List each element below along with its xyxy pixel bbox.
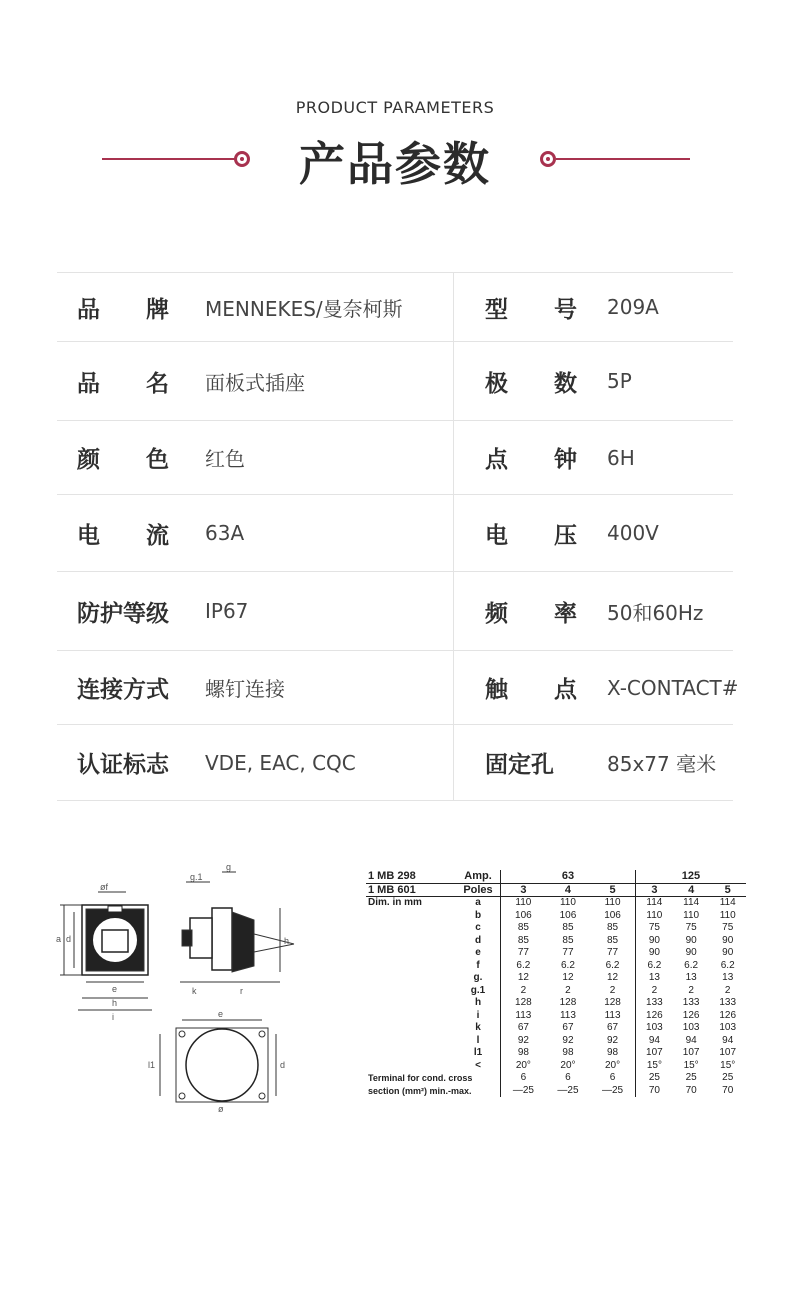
spec-cell: 110 bbox=[635, 910, 672, 923]
table-row bbox=[366, 960, 746, 973]
param-row bbox=[57, 341, 733, 420]
drawing-label: øf bbox=[100, 882, 108, 892]
decorative-line-right bbox=[556, 158, 690, 160]
param-value: 63A bbox=[205, 521, 245, 545]
spec-cell: 113 bbox=[559, 1009, 576, 1021]
table-row bbox=[366, 997, 746, 1010]
spec-cell: 20° bbox=[560, 1059, 576, 1071]
table-row bbox=[366, 1035, 746, 1048]
spec-cell: 90 bbox=[635, 935, 672, 948]
spec-cell: 85 bbox=[562, 934, 574, 946]
table-row bbox=[366, 922, 746, 935]
param-value: 209A bbox=[607, 295, 659, 319]
spec-cell: 2 bbox=[724, 984, 731, 996]
spec-cell: 6 bbox=[501, 1072, 546, 1085]
param-value: 螺钉连接 bbox=[205, 677, 285, 701]
param-value: 面板式插座 bbox=[205, 370, 305, 395]
spec-cell: 67 bbox=[562, 1022, 574, 1033]
drawing-label: h bbox=[112, 998, 118, 1008]
spec-cell: 6.2 bbox=[605, 959, 620, 971]
param-label: 连接方式 bbox=[77, 677, 169, 703]
spec-cell: 106 bbox=[501, 910, 546, 923]
param-label: 触 点 bbox=[485, 677, 577, 703]
spec-cell: 107 bbox=[719, 1047, 737, 1058]
table-row bbox=[366, 985, 746, 998]
spec-pole: 5 bbox=[590, 883, 635, 897]
spec-cell: 106 bbox=[559, 909, 577, 921]
param-label: 极 数 bbox=[485, 370, 577, 397]
spec-cell: 67 bbox=[501, 1022, 546, 1035]
table-row bbox=[366, 1047, 746, 1060]
spec-pole: 4 bbox=[546, 883, 590, 897]
spec-cell: 92 bbox=[562, 1034, 574, 1046]
spec-cell: 2 bbox=[635, 985, 672, 998]
table-row bbox=[366, 935, 746, 948]
spec-cell: 12 bbox=[501, 972, 546, 985]
column-divider bbox=[453, 421, 454, 494]
spec-amp-group: 125 bbox=[635, 870, 746, 883]
spec-cell: 103 bbox=[635, 1022, 672, 1035]
spec-cell: 113 bbox=[501, 1010, 546, 1023]
spec-cell: 2 bbox=[565, 984, 571, 996]
table-row bbox=[366, 1060, 746, 1073]
spec-dim-key: a bbox=[475, 897, 481, 908]
spec-cell: 75 bbox=[685, 922, 697, 933]
page-header bbox=[0, 0, 790, 240]
spec-cell: —25 bbox=[557, 1084, 579, 1096]
spec-dim-key: l1 bbox=[473, 1047, 483, 1058]
spec-cell: 25 bbox=[685, 1072, 697, 1083]
spec-pole: 3 bbox=[635, 883, 672, 897]
param-label: 认证标志 bbox=[77, 752, 169, 778]
spec-cell: 92 bbox=[606, 1034, 619, 1046]
spec-cell: 13 bbox=[635, 972, 672, 985]
spec-dim-key: g. bbox=[473, 972, 483, 983]
spec-cell: 77 bbox=[501, 947, 546, 960]
drawing-label: r bbox=[240, 986, 243, 996]
spec-cell: 107 bbox=[635, 1047, 672, 1060]
spec-cell: 126 bbox=[719, 1009, 737, 1021]
spec-cell: 85 bbox=[606, 934, 619, 946]
spec-dim-key: f bbox=[476, 959, 480, 971]
spec-cell: 110 bbox=[719, 909, 736, 921]
drawing-label: g.1 bbox=[190, 872, 203, 882]
spec-pole: 3 bbox=[501, 883, 546, 897]
param-value: 6H bbox=[607, 445, 635, 470]
spec-cell: 128 bbox=[501, 997, 546, 1010]
decorative-dot-right-icon bbox=[540, 151, 556, 167]
param-row bbox=[57, 650, 739, 724]
column-divider bbox=[453, 572, 454, 650]
dimension-spec-table bbox=[366, 870, 752, 1097]
column-divider bbox=[453, 495, 454, 571]
spec-cell: 90 bbox=[685, 934, 697, 946]
param-label: 电 压 bbox=[485, 522, 577, 549]
spec-cell: 75 bbox=[635, 922, 672, 935]
drawing-label: d bbox=[280, 1060, 286, 1070]
drawing-label: i bbox=[112, 1012, 114, 1022]
spec-cell: 15° bbox=[683, 1059, 699, 1071]
spec-cell: 12 bbox=[606, 972, 619, 983]
table-row bbox=[366, 972, 746, 985]
spec-cell: 107 bbox=[682, 1047, 700, 1058]
spec-cell: 94 bbox=[685, 1034, 697, 1046]
spec-cell: 90 bbox=[722, 934, 734, 946]
spec-amp-group: 63 bbox=[501, 870, 636, 883]
param-label: 防护等级 bbox=[77, 600, 169, 627]
spec-cell: 75 bbox=[722, 922, 734, 933]
spec-dim-key: < bbox=[475, 1059, 481, 1071]
spec-cell: 92 bbox=[501, 1035, 546, 1048]
drawing-label: h bbox=[284, 936, 290, 946]
param-row bbox=[57, 571, 733, 650]
param-label: 品 名 bbox=[77, 370, 169, 397]
param-value: 85x77 毫米 bbox=[607, 752, 717, 776]
column-divider bbox=[453, 342, 454, 420]
param-row bbox=[57, 494, 733, 571]
param-label: 颜 色 bbox=[77, 447, 169, 473]
spec-cell: 70 bbox=[685, 1084, 697, 1096]
spec-cell: 98 bbox=[606, 1047, 619, 1058]
spec-cell: 128 bbox=[559, 997, 577, 1008]
spec-cell: 114 bbox=[683, 897, 700, 908]
spec-amp-label: Amp. bbox=[456, 870, 501, 883]
spec-cell: —25 bbox=[501, 1085, 546, 1098]
spec-cell: 15° bbox=[635, 1060, 672, 1073]
spec-cell: 6.2 bbox=[720, 959, 735, 971]
spec-cell: 15° bbox=[720, 1059, 736, 1071]
table-row bbox=[366, 1022, 746, 1035]
spec-cell: 2 bbox=[501, 985, 546, 998]
drawing-label: ø bbox=[218, 1104, 224, 1114]
spec-model: 1 MB 601 bbox=[366, 883, 456, 897]
spec-cell: 6 bbox=[609, 1072, 616, 1083]
param-row bbox=[57, 420, 733, 494]
table-row bbox=[366, 1085, 746, 1098]
spec-cell: 98 bbox=[562, 1047, 574, 1058]
spec-cell: 106 bbox=[604, 909, 621, 921]
spec-poles-label: Poles bbox=[456, 883, 501, 897]
spec-dim-key: c bbox=[475, 922, 481, 933]
spec-cell: 70 bbox=[635, 1085, 672, 1098]
parameter-table bbox=[57, 272, 739, 801]
spec-model: 1 MB 298 bbox=[366, 870, 456, 883]
spec-cell: 85 bbox=[562, 922, 574, 933]
param-label: 频 率 bbox=[485, 600, 577, 627]
spec-pole: 4 bbox=[673, 883, 710, 897]
spec-cell: 110 bbox=[604, 897, 621, 908]
spec-dim-key: d bbox=[474, 934, 482, 946]
spec-cell: 98 bbox=[501, 1047, 546, 1060]
param-label: 固定孔 bbox=[485, 752, 554, 778]
table-row bbox=[366, 1010, 746, 1023]
spec-header-row bbox=[366, 870, 746, 883]
page-title: 产品参数 bbox=[299, 137, 491, 191]
spec-cell: —25 bbox=[601, 1084, 624, 1096]
spec-cell: 67 bbox=[606, 1022, 619, 1033]
spec-dim-key: g.1 bbox=[470, 984, 486, 996]
spec-cell: 113 bbox=[604, 1009, 621, 1021]
column-divider bbox=[453, 725, 454, 800]
spec-cell: 25 bbox=[635, 1072, 672, 1085]
spec-cell: 6.2 bbox=[684, 959, 699, 971]
column-divider bbox=[453, 651, 454, 724]
spec-cell: 2 bbox=[688, 984, 694, 996]
spec-cell: 114 bbox=[635, 897, 672, 910]
spec-dim-key: l bbox=[476, 1034, 480, 1046]
spec-dim-key: b bbox=[474, 909, 482, 921]
spec-cell: 85 bbox=[501, 922, 546, 935]
spec-cell: 114 bbox=[719, 897, 736, 908]
table-row bbox=[366, 947, 746, 960]
spec-cell: 133 bbox=[682, 997, 700, 1008]
table-row bbox=[366, 910, 746, 923]
table-row bbox=[366, 1072, 746, 1085]
spec-terminal-label: section (mm²) min.-max. bbox=[368, 1085, 472, 1096]
spec-cell: 90 bbox=[685, 947, 697, 958]
spec-cell: 133 bbox=[635, 997, 672, 1010]
spec-cell: 6.2 bbox=[561, 959, 575, 971]
spec-cell: 103 bbox=[719, 1022, 737, 1033]
page-subtitle: PRODUCT PARAMETERS bbox=[295, 98, 495, 117]
param-value: 红色 bbox=[205, 447, 245, 471]
param-value: 50和60Hz bbox=[607, 600, 704, 625]
spec-cell: 90 bbox=[722, 947, 734, 958]
spec-cell: 110 bbox=[501, 897, 546, 910]
spec-cell: 85 bbox=[501, 935, 546, 948]
param-row bbox=[57, 272, 733, 341]
socket-dimension-drawing-icon bbox=[40, 860, 350, 1120]
spec-cell: 90 bbox=[635, 947, 672, 960]
spec-cell: 70 bbox=[722, 1084, 734, 1096]
table-row bbox=[366, 897, 746, 910]
param-value: IP67 bbox=[205, 599, 249, 623]
spec-cell: 110 bbox=[559, 897, 576, 908]
column-divider bbox=[453, 273, 454, 341]
spec-cell: 133 bbox=[719, 997, 737, 1008]
spec-cell: 20° bbox=[604, 1059, 621, 1071]
spec-cell: 20° bbox=[501, 1060, 546, 1073]
spec-cell: 77 bbox=[606, 947, 619, 958]
spec-cell: 128 bbox=[604, 997, 621, 1008]
spec-cell: 85 bbox=[606, 922, 619, 933]
spec-cell: 6.2 bbox=[635, 960, 672, 973]
spec-cell: 94 bbox=[722, 1034, 734, 1046]
spec-cell: 126 bbox=[635, 1010, 672, 1023]
drawing-label: d bbox=[66, 934, 72, 944]
param-value: 400V bbox=[607, 521, 659, 545]
spec-cell: 13 bbox=[685, 972, 697, 983]
spec-cell: 6.2 bbox=[501, 960, 546, 973]
spec-cell: 2 bbox=[609, 984, 616, 996]
drawing-label: k bbox=[192, 986, 197, 996]
param-label: 点 钟 bbox=[485, 447, 577, 473]
param-value: VDE, EAC, CQC bbox=[205, 750, 356, 775]
param-row bbox=[57, 724, 733, 801]
drawing-label: l1 bbox=[148, 1060, 156, 1070]
param-label: 电 流 bbox=[77, 522, 169, 549]
param-value: MENNEKES/曼奈柯斯 bbox=[205, 296, 403, 321]
spec-cell: 126 bbox=[682, 1009, 700, 1021]
spec-cell: 6 bbox=[565, 1072, 571, 1083]
spec-cell: 13 bbox=[722, 972, 734, 983]
spec-terminal-label: Terminal for cond. cross bbox=[368, 1073, 473, 1083]
drawing-label: e bbox=[112, 984, 118, 994]
spec-dim-key: k bbox=[475, 1022, 481, 1033]
spec-dim-key: e bbox=[475, 947, 481, 958]
spec-dim-key: h bbox=[474, 997, 482, 1008]
spec-dim-label: Dim. in mm bbox=[368, 897, 422, 908]
param-value: X-CONTACT# bbox=[607, 675, 739, 700]
drawing-label: a bbox=[56, 934, 62, 944]
param-label: 品 牌 bbox=[77, 296, 169, 323]
spec-cell: 25 bbox=[722, 1072, 734, 1083]
param-label: 型 号 bbox=[485, 296, 577, 323]
param-value: 5P bbox=[607, 369, 632, 393]
spec-cell: 12 bbox=[562, 972, 574, 983]
spec-pole: 5 bbox=[709, 883, 746, 897]
spec-cell: 103 bbox=[682, 1022, 700, 1033]
spec-header-row bbox=[366, 883, 746, 897]
spec-cell: 77 bbox=[562, 947, 574, 958]
drawing-label: e bbox=[218, 1009, 224, 1019]
spec-cell: 110 bbox=[683, 909, 700, 921]
spec-cell: 94 bbox=[635, 1035, 672, 1048]
spec-dim-key: i bbox=[476, 1009, 480, 1021]
drawing-label: g bbox=[226, 862, 232, 872]
